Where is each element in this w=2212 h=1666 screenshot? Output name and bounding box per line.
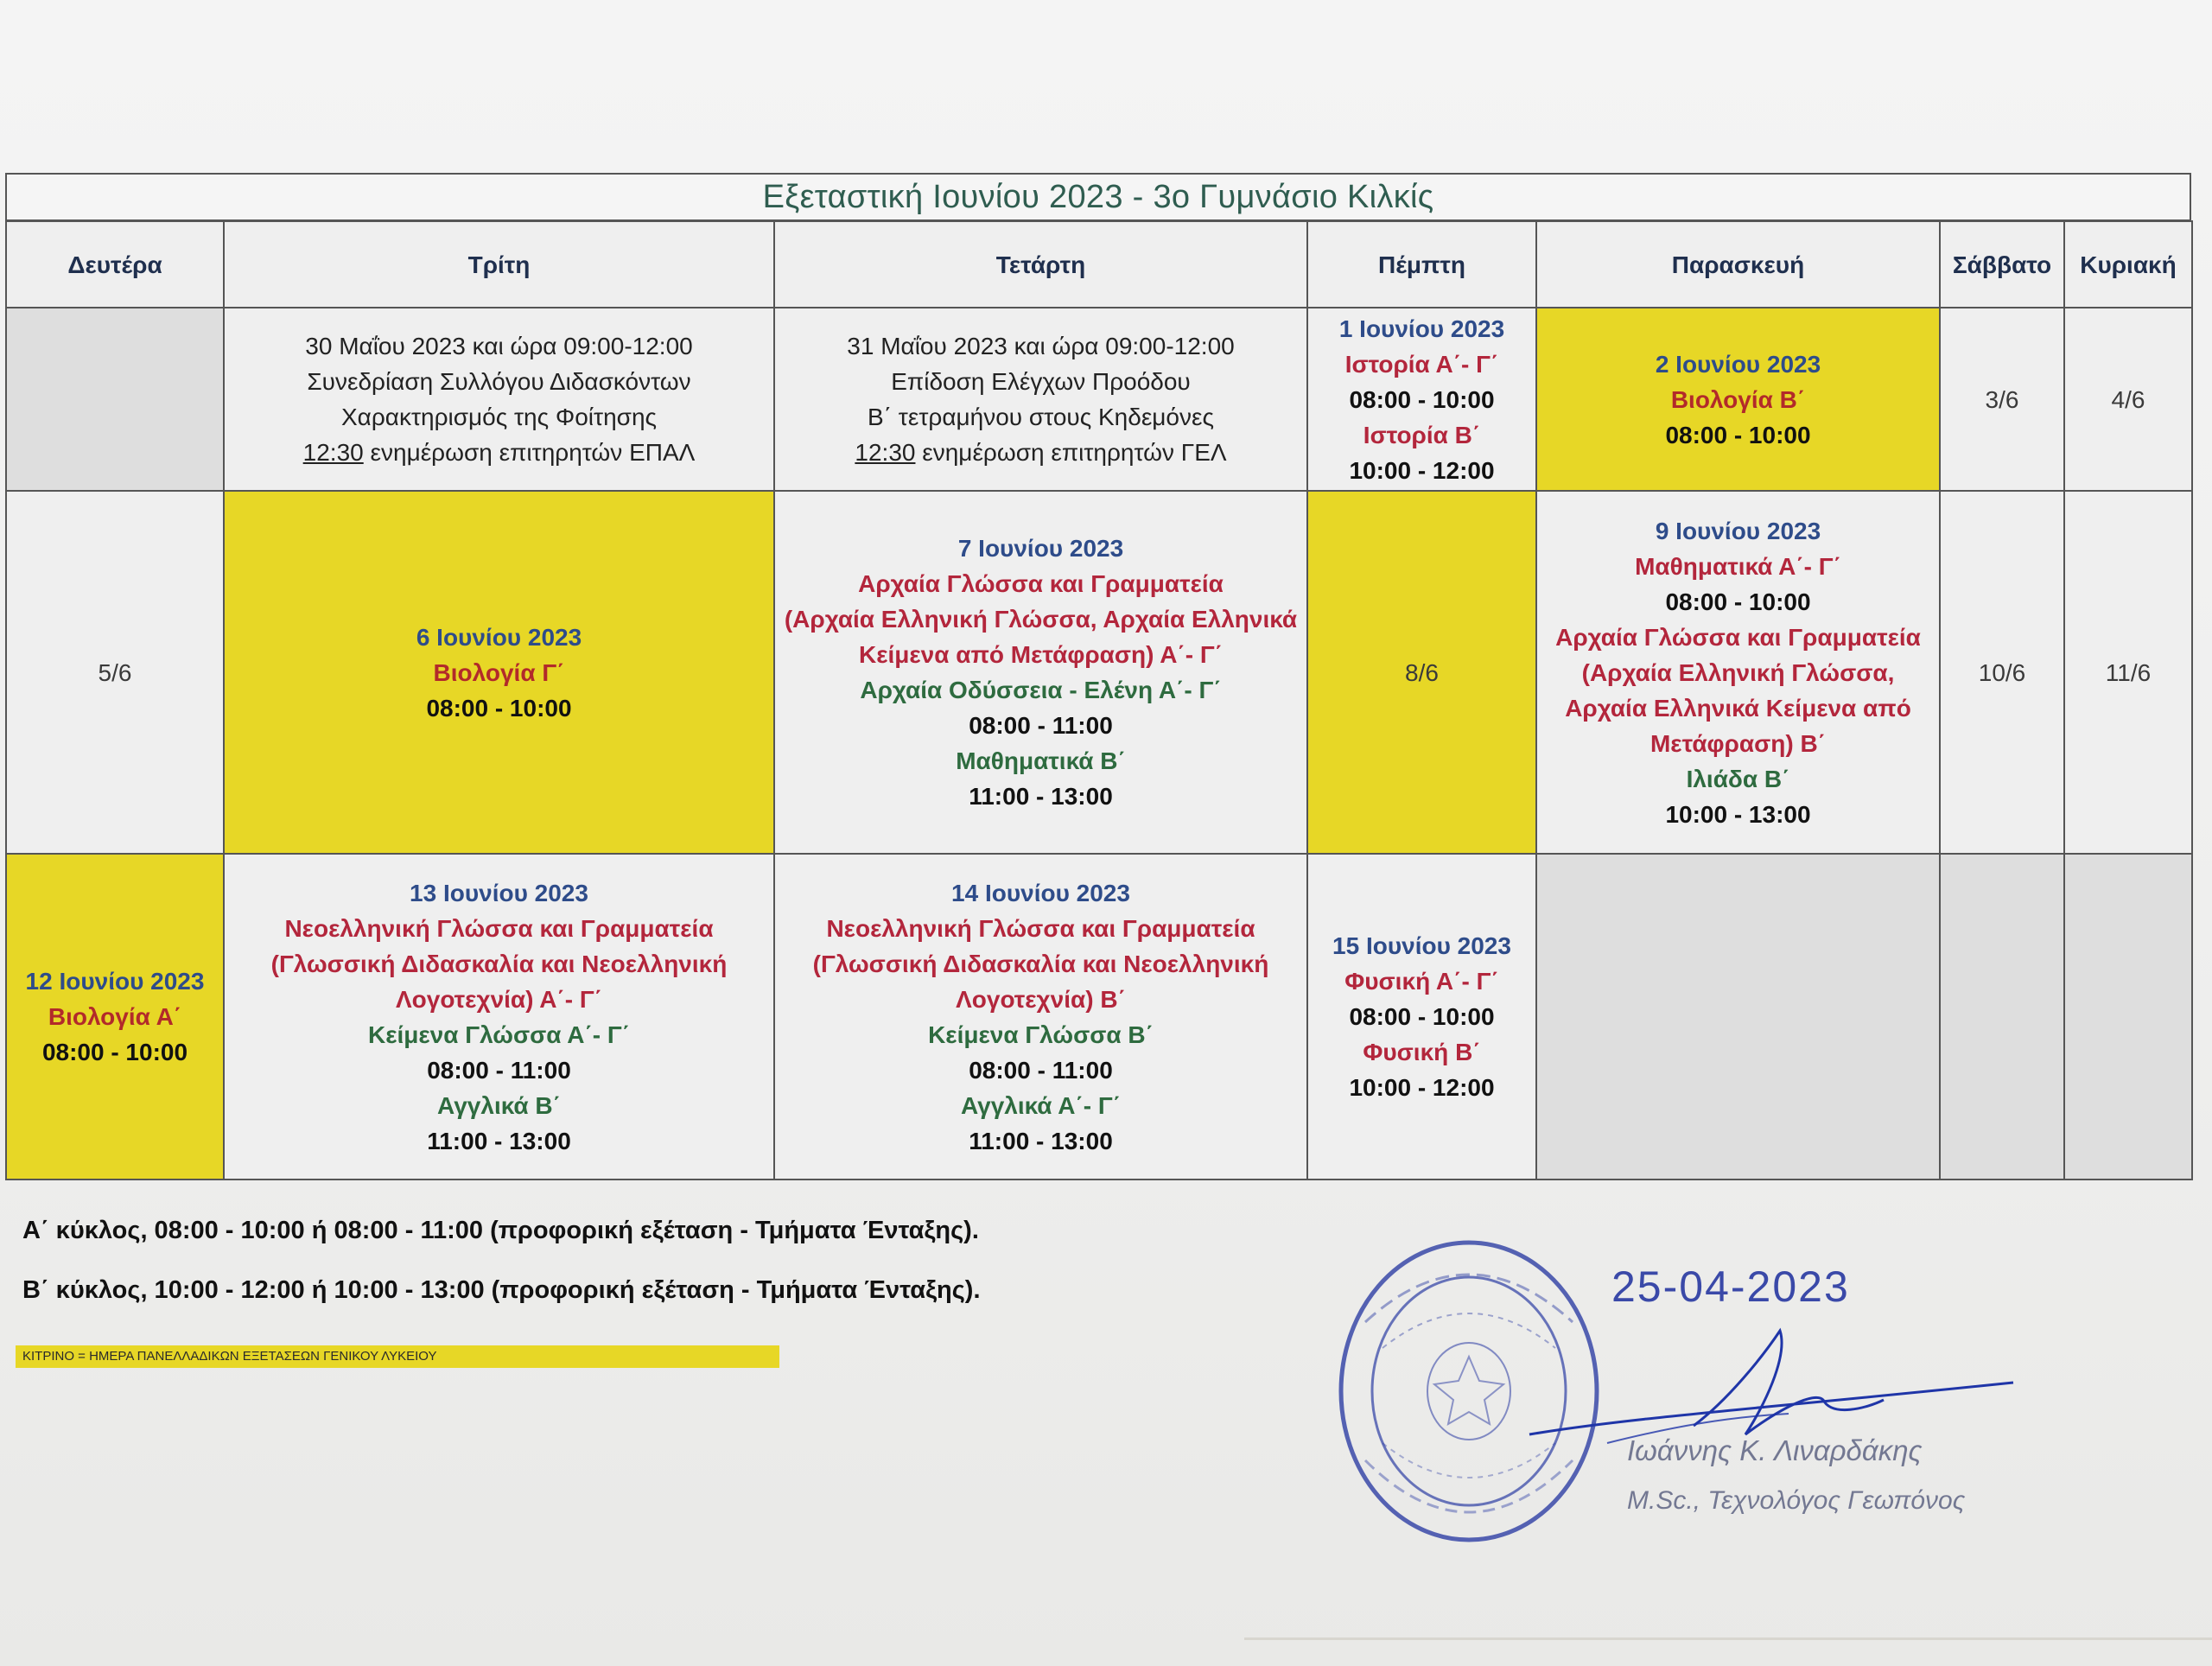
meeting-date-text: 31 Μαΐου 2023 και ώρα 09:00-12:00: [847, 333, 1235, 359]
exam-subject: Νεοελληνική Γλώσσα και Γραμματεία: [826, 914, 1255, 942]
cell-w2-sat: 10/6: [1940, 491, 2064, 854]
exam-time: 08:00 - 10:00: [1349, 1003, 1495, 1030]
exam-subject: Αγγλικά Α΄- Γ΄: [960, 1091, 1122, 1119]
header-row: [6, 221, 2192, 308]
exam-subject: Νεοελληνική Γλώσσα και Γραμματεία: [284, 914, 714, 942]
exam-date: 1 Ιουνίου 2023: [1338, 315, 1505, 342]
exam-subject: Φυσική Α΄- Γ΄: [1344, 968, 1499, 995]
meeting-text: Συνεδρίαση Συλλόγου Διδασκόντων: [307, 368, 691, 395]
cell-w3-fri: [1536, 854, 1940, 1180]
exam-time: 08:00 - 10:00: [41, 1039, 188, 1065]
exam-subject: Λογοτεχνία) Α΄- Γ΄: [395, 985, 602, 1013]
week-row-2: [6, 491, 2192, 854]
cell-w3-sat: [1940, 854, 2064, 1180]
exam-date: 9 Ιουνίου 2023: [1655, 517, 1821, 544]
meeting-text: Χαρακτηρισμός της Φοίτησης: [340, 404, 658, 430]
yellow-legend-note: ΚΙΤΡΙΝΟ = ΗΜΕΡΑ ΠΑΝΕΛΛΑΔΙΚΩΝ ΕΞΕΤΑΣΕΩΝ ΓΕΝΙΚΟΥ ΛΥΚΕΙΟΥ: [16, 1345, 779, 1368]
exam-date: 7 Ιουνίου 2023: [957, 535, 1124, 562]
exam-subject: Ιλιάδα Β΄: [1686, 765, 1790, 792]
exam-date: 14 Ιουνίου 2023: [951, 879, 1130, 906]
exam-subject: Μετάφραση) Β΄: [1649, 729, 1826, 757]
briefing-text: ενημέρωση επιτηρητών ΕΠΑΛ: [370, 439, 696, 466]
cell-w1-thu: [1307, 308, 1536, 491]
meeting-date-text: 30 Μαΐου 2023 και ώρα 09:00-12:00: [305, 333, 693, 359]
signatory-name: Ιωάννης Κ. Λιναρδάκης: [1627, 1434, 1923, 1466]
meeting-text: Επίδοση Ελέγχων Προόδου: [891, 368, 1191, 395]
exam-time: 08:00 - 11:00: [969, 1056, 1113, 1084]
cell-w2-wed: [774, 491, 1307, 854]
exam-subject: Βιολογία Α΄: [48, 1003, 182, 1030]
briefing-time: 12:30: [302, 439, 364, 466]
schedule-table: [5, 220, 2193, 1180]
cell-w2-fri: [1536, 491, 1940, 854]
cell-w3-tue: [224, 854, 774, 1180]
exam-time: 11:00 - 13:00: [969, 1127, 1113, 1154]
briefing-time: 12:30: [855, 439, 916, 466]
week-row-3: [6, 854, 2192, 1180]
exam-time: 10:00 - 12:00: [1349, 456, 1495, 484]
exam-time: 10:00 - 13:00: [1665, 800, 1811, 828]
cell-w1-wed: [774, 308, 1307, 491]
exam-subject: Ιστορία Β΄: [1363, 421, 1481, 448]
exam-subject: Αρχαία Γλώσσα και Γραμματεία: [858, 570, 1224, 597]
exam-subject: Κείμενα Γλώσσα Β΄: [928, 1021, 1154, 1048]
header-friday: Παρασκευή: [1536, 221, 1940, 308]
exam-date: 13 Ιουνίου 2023: [410, 879, 588, 906]
exam-date: 2 Ιουνίου 2023: [1655, 350, 1821, 378]
cell-w3-wed: [774, 854, 1307, 1180]
cell-w2-tue: [224, 491, 774, 854]
legend-cycle-a: Α΄ κύκλος, 08:00 - 10:00 ή 08:00 - 11:00 (προφορική εξέταση - Τμήματα Ένταξης).: [22, 1217, 979, 1244]
cell-w3-thu: [1307, 854, 1536, 1180]
header-saturday: Σάββατο: [1940, 221, 2064, 308]
exam-time: 08:00 - 10:00: [1665, 421, 1811, 448]
exam-subject: (Αρχαία Ελληνική Γλώσσα,: [1581, 658, 1895, 686]
header-wednesday: Τετάρτη: [774, 221, 1307, 308]
exam-subject: Μαθηματικά Α΄- Γ΄: [1635, 552, 1841, 580]
exam-subject: Κείμενα από Μετάφραση) Α΄- Γ΄: [858, 641, 1224, 668]
exam-subject: Κείμενα Γλώσσα Α΄- Γ΄: [367, 1021, 631, 1048]
exam-subject: Αρχαία Γλώσσα και Γραμματεία: [1555, 623, 1921, 651]
exam-subject: Φυσική Β΄: [1363, 1039, 1481, 1065]
exam-subject: Αρχαία Οδύσσεια - Ελένη Α΄- Γ΄: [860, 677, 1222, 703]
legend-cycle-b: Β΄ κύκλος, 10:00 - 12:00 ή 10:00 - 13:00 (προφορική εξέταση - Τμήματα Ένταξης).: [22, 1276, 981, 1304]
exam-date: 15 Ιουνίου 2023: [1332, 932, 1511, 959]
header-monday: Δευτέρα: [6, 221, 224, 308]
exam-subject: Βιολογία Β΄: [1670, 385, 1806, 413]
signatory-title: M.Sc., Τεχνολόγος Γεωπόνος: [1627, 1486, 1966, 1515]
cell-w1-sun: 4/6: [2064, 308, 2192, 491]
cell-w1-fri: [1536, 308, 1940, 491]
exam-date: 12 Ιουνίου 2023: [25, 968, 205, 995]
exam-time: 08:00 - 11:00: [969, 712, 1113, 739]
exam-time: 08:00 - 10:00: [426, 694, 572, 722]
schedule-title: Εξεταστική Ιουνίου 2023 - 3ο Γυμνάσιο Κιλκίς: [5, 173, 2191, 221]
header-tuesday: Τρίτη: [224, 221, 774, 308]
exam-time: 08:00 - 11:00: [427, 1056, 571, 1084]
exam-subject: Λογοτεχνία) Β΄: [956, 985, 1126, 1013]
exam-subject: (Γλωσσική Διδασκαλία και Νεοελληνική: [812, 950, 1269, 977]
exam-time: 08:00 - 10:00: [1349, 385, 1495, 413]
exam-time: 08:00 - 10:00: [1665, 588, 1811, 615]
cell-w1-mon: [6, 308, 224, 491]
header-sunday: Κυριακή: [2064, 221, 2192, 308]
exam-subject: Ιστορία Α΄- Γ΄: [1344, 350, 1499, 378]
exam-subject: Αγγλικά Β΄: [437, 1091, 561, 1119]
exam-time: 11:00 - 13:00: [427, 1127, 571, 1154]
exam-subject: Αρχαία Ελληνικά Κείμενα από: [1565, 694, 1911, 722]
cell-w2-mon: 5/6: [6, 491, 224, 854]
cell-w1-sat: 3/6: [1940, 308, 2064, 491]
cell-w3-mon: [6, 854, 224, 1180]
exam-subject: Μαθηματικά Β΄: [956, 747, 1126, 774]
exam-subject: Βιολογία Γ΄: [433, 658, 565, 686]
cell-w1-tue: [224, 308, 774, 491]
cell-w2-sun: 11/6: [2064, 491, 2192, 854]
meeting-text: Β΄ τετραμήνου στους Κηδεμόνες: [868, 404, 1214, 430]
header-thursday: Πέμπτη: [1307, 221, 1536, 308]
cell-w2-thu: 8/6: [1307, 491, 1536, 854]
exam-subject: (Γλωσσική Διδασκαλία και Νεοελληνική: [270, 950, 728, 977]
briefing-text: ενημέρωση επιτηρητών ΓΕΛ: [922, 439, 1227, 466]
exam-subject: (Αρχαία Ελληνική Γλώσσα, Αρχαία Ελληνικά: [784, 606, 1298, 633]
exam-date: 6 Ιουνίου 2023: [416, 623, 582, 651]
handwritten-date: 25-04-2023: [1611, 1262, 1850, 1311]
exam-time: 11:00 - 13:00: [969, 783, 1113, 810]
cell-w3-sun: [2064, 854, 2192, 1180]
exam-time: 10:00 - 12:00: [1349, 1074, 1495, 1101]
paper-edge: [1244, 1637, 2212, 1640]
week-row-1: [6, 308, 2192, 491]
